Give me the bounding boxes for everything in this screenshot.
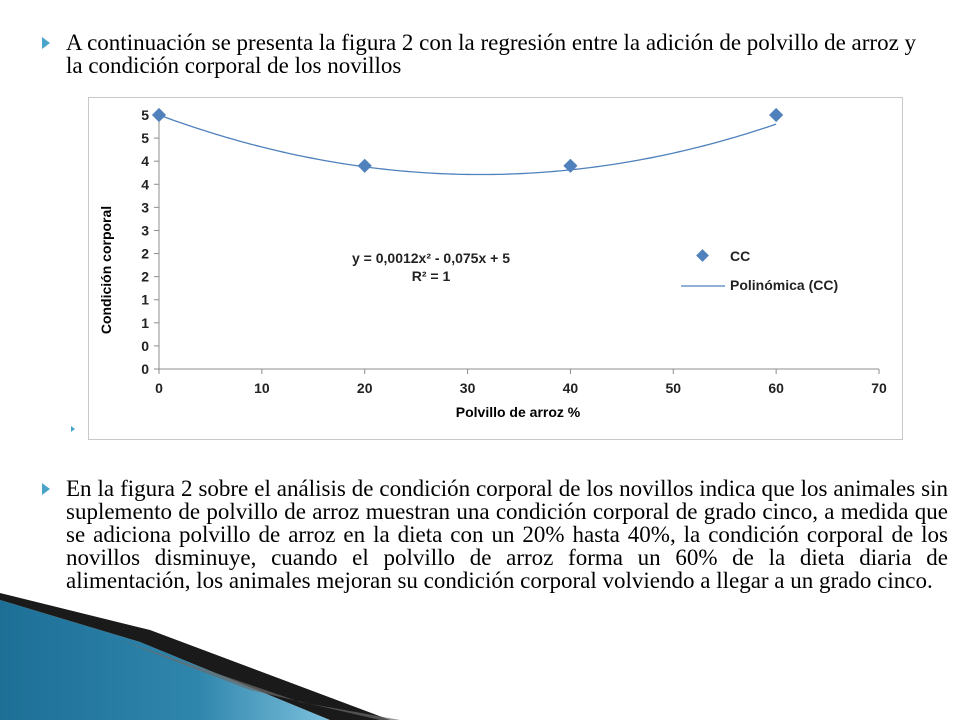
body-bullet-icon: [42, 483, 50, 495]
x-tick-label: 20: [356, 380, 373, 396]
swoosh-grey-band: [120, 640, 400, 720]
intro-bullet-icon: [42, 37, 50, 49]
y-tick-label: 0: [141, 337, 149, 354]
y-tick-label: 3: [141, 199, 149, 216]
data-points: [152, 108, 783, 173]
y-tick-label: 1: [141, 291, 149, 308]
x-tick-label: 60: [768, 380, 784, 396]
chart-axes: [159, 113, 879, 369]
y-tick-label: 4: [141, 153, 149, 170]
legend-marker-cc: [696, 249, 709, 262]
chart-legend: [681, 248, 838, 293]
empty-bullet-icon: [71, 426, 75, 432]
y-tick-label: 2: [141, 245, 149, 262]
data-point-cc: [152, 108, 166, 122]
equation-label: y = 0,0012x² - 0,075x + 5: [351, 250, 511, 266]
legend-label-cc: CC: [730, 248, 751, 264]
x-tick-label: 0: [155, 380, 163, 396]
data-point-cc: [358, 159, 372, 173]
x-tick-labels: [155, 369, 887, 396]
swoosh-blue-band: [0, 600, 330, 720]
y-tick-label: 5: [141, 130, 149, 147]
y-tick-label: 3: [141, 222, 149, 239]
regression-chart: [89, 98, 904, 441]
legend-label-trend: Polinómica (CC): [730, 277, 839, 293]
intro-paragraph: A continuación se presenta la figura 2 con la regresión entre la adición de polvillo de arroz y la condición corporal de los novillos: [66, 30, 917, 78]
swoosh-dark-band: [0, 593, 390, 720]
y-tick-label: 5: [141, 107, 149, 123]
y-tick-labels: [141, 107, 159, 377]
y-tick-label: 0: [141, 361, 149, 377]
y-tick-label: 1: [141, 314, 149, 331]
x-tick-label: 40: [562, 380, 579, 396]
r2-label: R² = 1: [411, 268, 451, 284]
y-tick-label: 2: [141, 268, 149, 285]
x-axis-label: Polvillo de arroz %: [455, 404, 581, 420]
x-tick-label: 30: [459, 380, 476, 396]
trendline-curve: [159, 115, 776, 175]
x-tick-label: 70: [871, 380, 887, 396]
y-axis-label: Condición corporal: [98, 205, 114, 335]
body-paragraph: En la figura 2 sobre el análisis de condición corporal de los novillos indica que los animales sin suplemento de polvillo de arroz muestran una condición corporal de grado cinco, a medida que se adiciona polvillo de arroz en la dieta con un 20% hasta 40%, la condición corporal de los novillos disminuye, cuando el polvillo de arroz forma un 60% de la dieta diaria de alimentación, los animales mejoran su condición corporal volviendo a llegar a un grado cinco.: [66, 476, 948, 593]
data-point-cc: [769, 108, 783, 122]
x-tick-label: 10: [254, 380, 270, 396]
x-tick-label: 50: [665, 380, 682, 396]
y-tick-label: 4: [141, 176, 149, 193]
chart-container: [88, 97, 903, 440]
